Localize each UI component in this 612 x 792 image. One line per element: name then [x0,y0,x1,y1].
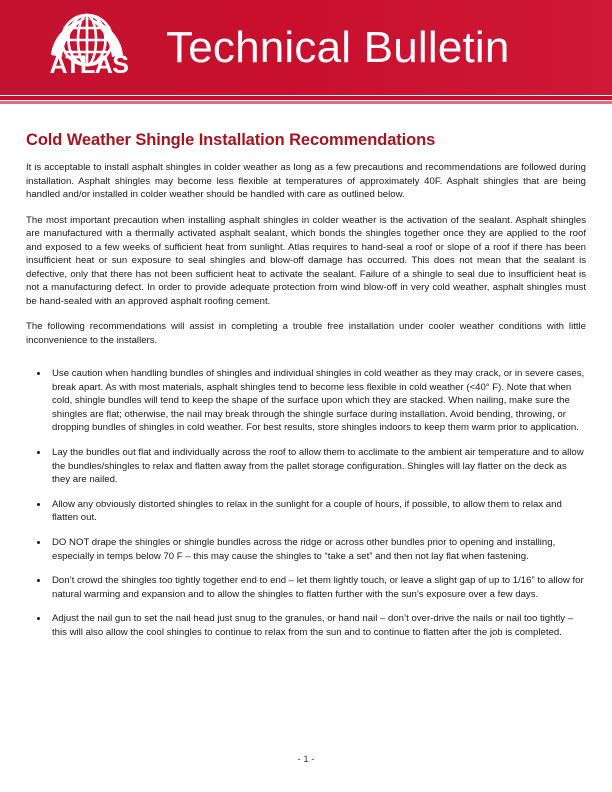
bullet-icon [37,579,40,582]
paragraph-3: The following recommendations will assist in completing a trouble free installation under cooler weather conditions with little inconvenience to the installers. [26,321,586,346]
recommendations-list [26,367,586,640]
list-item [26,574,586,601]
list-item [26,612,586,639]
document-heading: Cold Weather Shingle Installation Recommendations [26,131,436,149]
bullet-icon [37,372,40,375]
list-item-text: Allow any obviously distorted shingles to relax in the sunlight for a couple of hours, if possible, to allow them to relax and flatten out. [52,498,562,524]
atlas-logo [30,9,148,87]
page-header-banner [0,0,612,95]
list-item-text: Use caution when handling bundles of shingles and individual shingles in cold weather as they may crack, or in severe cases, break apart. As with most materials, asphalt shingles tend to become less flexible in cold weather (<40° F). Note that when cold, shingle bundles will tend to keep the shape of the surface upon which they are stacked. When nailing, make sure the shingles are flat; otherwise, the nail may break through the shingle surface during installation. Avoid bending, throwing, or dropping bundles of shingles in cold weather. For best results, store shingles indoors to keep them warm prior to application. [52,368,585,434]
page-title: Technical Bulletin [166,22,510,72]
bullet-icon [37,451,40,454]
list-item-text: Lay the bundles out flat and individually across the roof to allow them to acclimate to the ambient air temperature and to allow the bundles/shingles to relax and flatten away from the pallet storage configuration. Shingles will lay flatter on the deck as they are nailed. [52,446,584,486]
list-item-text: DO NOT drape the shingles or shingle bundles across the ridge or across other bundles prior to opening and installing, especially in temps below 70 F – this may cause the shingles to “take a set” and then not lay flat when fastening. [52,536,556,562]
page-number: - 1 - [297,754,315,765]
bullet-icon [37,541,40,544]
list-item [26,498,586,525]
bullet-icon [37,617,40,620]
document-body [0,131,612,640]
list-item [26,536,586,563]
bullet-icon [37,503,40,506]
list-item [26,446,586,487]
list-item [26,367,586,435]
paragraph-2: The most important precaution when installing asphalt shingles in colder weather is the activation of the sealant. Asphalt shingles are manufactured with a thermally activated asphalt sealant, which bonds the shingles together once they are applied to the roof and exposed to a few weeks of sufficient heat from sunlight. Atlas requires to hand-seal a roof or slope of a roof if there has been insufficient heat or sun exposure to seal shingles and blow-off damage has occurred. This does not mean that the sealant is defective, only that there has not been sufficient heat to activate the sealant. Failure of a shingle to seal due to insufficient heat is not a manufacturing defect. In order to provide adequate protection from wind blow-off in very cold weather, asphalt shingles must be hand-sealed with an approved asphalt roofing cement. [26,214,586,307]
header-divider-accent [0,101,612,104]
page-footer [0,754,612,765]
paragraph-1: It is acceptable to install asphalt shingles in colder weather as long as a few precautions and recommendations are followed during installation. Asphalt shingles may become less flexible at temperatures of approximately 40F. Asphalt shingles that are being handled and/or installed in colder weather should be handled with care as outlined below. [26,162,586,200]
list-item-text: Adjust the nail gun to set the nail head just snug to the granules, or hand nail – don’t over-drive the nails or nail too tightly – this will also allow the cool shingles to continue to relax from the sun and to continue to flatten after the job is completed. [52,613,574,638]
atlas-wordmark: ATLAS [49,50,129,79]
list-item-text: Don’t crowd the shingles too tightly together end to end – let them lightly touch, or leave a slight gap of up to 1/16” to allow for natural warming and expansion and to allow the shingles to flatten further with the sun’s exposure over a few days. [52,575,584,600]
